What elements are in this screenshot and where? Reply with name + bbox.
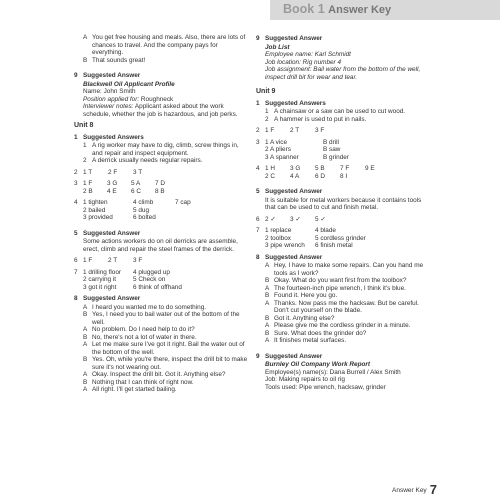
answer-item: 2 A hammer is used to put in nails. [265,115,367,123]
answer-row: 2 1 T 2 F 3 T [74,168,143,176]
dialogue-line: B That sounds great! [83,56,146,64]
section-heading: 8 Suggested Answer [256,253,323,261]
work-report-line: Employee(s) name(s): Dana Burrell / Alex Smith [265,368,401,376]
footer-label: Answer Key [392,487,427,494]
dialogue-line: B Okay. What do you want first from the toolbox? [265,277,407,284]
section-heading: 9 Suggested Answer [256,352,323,360]
section-heading: 8 Suggested Answer [74,295,141,302]
dialogue-line: A All right. I'll get started bailing. [83,386,177,393]
section-heading: 9 Suggested Answer [74,72,141,79]
page-header [283,2,391,16]
dialogue-line: B Yes, I need you to bail water out of the bottom of the well. [83,311,240,326]
job-list-title: Job List [265,43,290,51]
answer-item: 2 A derrick usually needs regular repairs. [83,157,203,164]
section-heading: 5 Suggested Answer [74,229,141,237]
answer-row: 2 1 F 2 T 3 F [256,127,325,134]
work-report-line: Job: Making repairs to oil rig [265,376,345,383]
dialogue-line: B Got it. Anything else? [265,314,335,322]
answer-item: 1 A rig worker may have to dig, climb, screw things in, and repair and inspect equipment. [83,142,239,157]
answer-grid: 7 1 replace 4 blade 2 toolbox 5 cordless grinder 3 pipe wrench 6 finish metal [256,227,366,249]
dialogue-line: A Let me make sure I've got it right. Bail the water out of the bottom of the well. [83,341,245,356]
answer-key-title: Answer Key [328,4,392,16]
work-report-title: Burnley Oil Company Work Report [265,361,370,368]
page-footer [392,482,437,497]
answer-grid: 7 1 drilling floor 4 plugged up 2 carrying it 5 Check on 3 got it right 6 think of offhand [74,268,182,291]
dialogue-cont [74,34,250,64]
profile-notes: Interviewer notes: Applicant asked about the work schedule, whether the job is hazardous, and job perks. [83,103,238,118]
dialogue-line: A Hey, I have to make some repairs. Can you hand me tools as I work? [265,262,424,277]
book-title: Book 1 [283,2,325,16]
unit-heading: Unit 9 [256,88,276,95]
answer-grid: 3 1 A vice B drill 2 A pliers B saw 3 A spanner B grinder [256,138,349,161]
dialogue-line: A I heard you wanted me to do something. [83,303,207,311]
right-column [256,34,428,391]
dialogue-line: A It finishes metal surfaces. [265,337,347,344]
answer-row: 6 2 ✓ 3 ✓ 5 ✓ [256,215,326,223]
job-list-line: Job location: Rig number 4 [265,58,342,66]
dialogue-line: B No, there's not a lot of water in there. [83,333,197,341]
dialogue-line: A No problem. Do I need help to do it? [83,326,195,333]
left-column [74,34,250,394]
dialogue-line: A You get free housing and meals. Also, there are lots of chances to travel. And the company pays for everything. [83,34,246,56]
answer-grid: 4 1 H 3 G 5 B 7 F 9 E 2 C 4 A 6 D 8 I [256,165,375,180]
unit-heading: Unit 8 [74,122,94,129]
work-report-line: Tools used: Pipe wrench, hacksaw, grinder [265,383,386,391]
dialogue-line: B Nothing that I can think of right now. [83,378,194,386]
dialogue-line: B Found it. Here you go. [265,292,338,299]
job-list-line: Job assignment: Bail water from the bottom of the well, inspect drill bit for wear and tear. [265,66,421,81]
profile-title: Blackwell Oil Applicant Profile [83,80,175,88]
dialogue-line: A Thanks. Now pass me the hacksaw. But be careful. Don't cut yourself on the blade. [265,299,419,314]
job-list-line: Employee name: Karl Schmidt [265,51,351,58]
section-heading: 9 Suggested Answer [256,35,323,42]
answer-grid: 3 1 F 3 G 5 A 7 D 2 B 4 E 6 C 8 B [74,180,165,195]
answer-row: 6 1 F 2 T 3 F [74,257,143,264]
dialogue-line: B Sure. What does the grinder do? [265,329,367,337]
dialogue-line: A Okay. Inspect the drill bit. Got it. Anything else? [83,371,226,378]
answer-text: Some actions workers do on oil derricks are assemble, erect, climb and repair the steel frames of the derrick. [83,238,238,253]
dialogue-line: B Yes. Oh, while you're there, inspect the drill bit to make sure it's not wearing out. [83,356,248,371]
answer-grid: 4 1 tighten 4 climb 7 cap 2 bailed 5 dug 3 provided 6 bolted [74,199,191,221]
answer-text: It is suitable for metal workers because it contains tools that can be used to cut and finish metal. [265,196,422,211]
dialogue [74,304,250,394]
profile-name: Name: John Smith [83,88,136,95]
dialogue [256,262,428,345]
answer-item: 1 A chainsaw or a saw can be used to cut wood. [265,108,406,115]
section-heading: 1 Suggested Answers [74,133,144,141]
dialogue-line: A The fourteen-inch pipe wrench, I think it's blue. [265,284,406,292]
dialogue-line: A Please give me the cordless grinder in a minute. [265,322,411,329]
section-heading: 1 Suggested Answers [256,99,326,107]
profile-position: Position applied for: Roughneck [83,95,174,103]
section-heading: 5 Suggested Answer [256,188,323,195]
page-number: 7 [429,482,437,497]
